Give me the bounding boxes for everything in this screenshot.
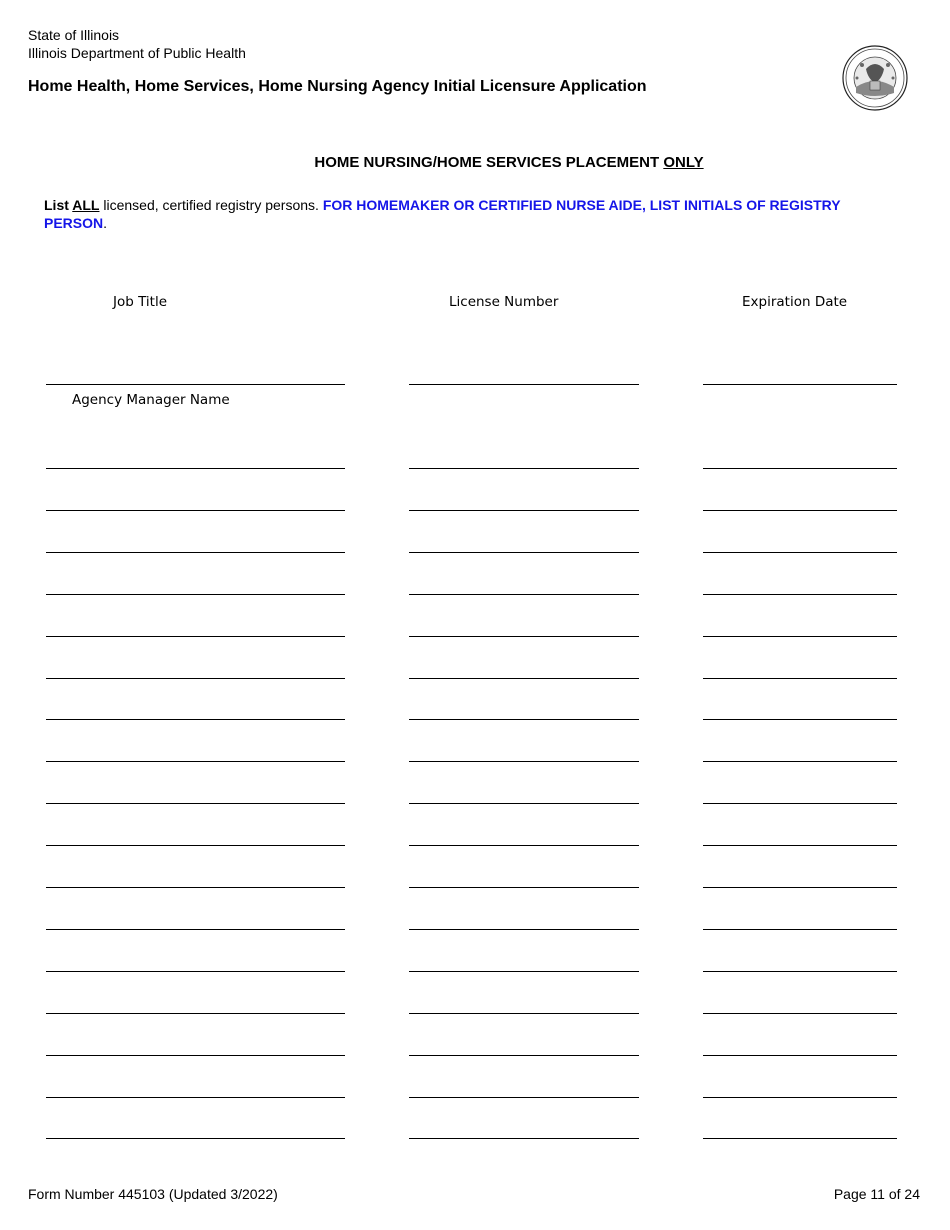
job-title-line[interactable] xyxy=(46,468,345,469)
job-title-line[interactable] xyxy=(46,552,345,553)
instructions-emphasis: ALL xyxy=(72,197,100,213)
expiration-date-line[interactable] xyxy=(703,552,897,553)
license-number-line[interactable] xyxy=(409,678,639,679)
expiration-date-line[interactable] xyxy=(703,636,897,637)
state-seal-icon xyxy=(842,45,908,111)
license-number-line[interactable] xyxy=(409,594,639,595)
expiration-date-line[interactable] xyxy=(703,1097,897,1098)
job-title-line[interactable] xyxy=(46,803,345,804)
job-title-line[interactable] xyxy=(46,636,345,637)
job-title-line[interactable] xyxy=(46,1055,345,1056)
job-title-line[interactable] xyxy=(46,929,345,930)
license-number-line[interactable] xyxy=(409,719,639,720)
job-title-line[interactable] xyxy=(46,971,345,972)
license-number-line[interactable] xyxy=(409,1138,639,1139)
job-title-line[interactable] xyxy=(46,1013,345,1014)
license-number-line[interactable] xyxy=(409,384,639,385)
expiration-date-line[interactable] xyxy=(703,845,897,846)
job-title-line[interactable] xyxy=(46,1097,345,1098)
job-title-line[interactable] xyxy=(46,510,345,511)
job-title-line[interactable] xyxy=(46,719,345,720)
expiration-date-line[interactable] xyxy=(703,468,897,469)
expiration-date-line[interactable] xyxy=(703,803,897,804)
expiration-date-line[interactable] xyxy=(703,1138,897,1139)
job-title-line[interactable] xyxy=(46,845,345,846)
expiration-date-line[interactable] xyxy=(703,678,897,679)
job-title-line[interactable] xyxy=(46,594,345,595)
license-number-line[interactable] xyxy=(409,803,639,804)
license-number-line[interactable] xyxy=(409,971,639,972)
section-title-emphasis: ONLY xyxy=(663,154,704,171)
department-name: Illinois Department of Public Health xyxy=(28,45,246,61)
job-title-line[interactable] xyxy=(46,1138,345,1139)
instructions-highlight: FOR HOMEMAKER OR CERTIFIED NURSE AIDE, LIST INITIALS OF REGISTRY PERSON xyxy=(44,197,841,231)
license-number-line[interactable] xyxy=(409,468,639,469)
expiration-date-line[interactable] xyxy=(703,1055,897,1056)
license-number-line[interactable] xyxy=(409,636,639,637)
license-number-line[interactable] xyxy=(409,510,639,511)
page-number: Page 11 of 24 xyxy=(833,1186,920,1202)
expiration-date-line[interactable] xyxy=(703,594,897,595)
job-title-line[interactable] xyxy=(46,887,345,888)
job-title-line[interactable] xyxy=(46,761,345,762)
instructions xyxy=(44,196,874,232)
expiration-date-line[interactable] xyxy=(703,929,897,930)
instructions-end: . xyxy=(103,215,108,231)
expiration-date-line[interactable] xyxy=(703,719,897,720)
license-number-line[interactable] xyxy=(409,552,639,553)
job-title-line[interactable] xyxy=(46,384,345,385)
instructions-text: licensed, certified registry persons. xyxy=(99,197,323,213)
section-title-main: HOME NURSING/HOME SERVICES PLACEMENT xyxy=(314,154,664,171)
agency-manager-label: Agency Manager Name xyxy=(72,392,230,408)
license-number-line[interactable] xyxy=(409,1097,639,1098)
column-header-expiration-date: Expiration Date xyxy=(742,294,848,310)
license-number-line[interactable] xyxy=(409,1013,639,1014)
license-number-line[interactable] xyxy=(409,1055,639,1056)
expiration-date-line[interactable] xyxy=(703,971,897,972)
license-number-line[interactable] xyxy=(409,845,639,846)
agency-name: State of Illinois xyxy=(28,27,120,43)
expiration-date-line[interactable] xyxy=(703,1013,897,1014)
license-number-line[interactable] xyxy=(409,761,639,762)
column-header-job-title: Job Title xyxy=(113,294,168,310)
expiration-date-line[interactable] xyxy=(703,887,897,888)
form-title: Home Health, Home Services, Home Nursing Agency Initial Licensure Application xyxy=(28,78,647,95)
form-number: Form Number 445103 (Updated 3/2022) xyxy=(28,1186,278,1202)
expiration-date-line[interactable] xyxy=(703,384,897,385)
instructions-lead: List xyxy=(44,197,73,213)
license-number-line[interactable] xyxy=(409,887,639,888)
license-number-line[interactable] xyxy=(409,929,639,930)
column-header-license-number: License Number xyxy=(449,294,559,310)
section-title xyxy=(0,154,950,171)
expiration-date-line[interactable] xyxy=(703,761,897,762)
expiration-date-line[interactable] xyxy=(703,510,897,511)
job-title-line[interactable] xyxy=(46,678,345,679)
